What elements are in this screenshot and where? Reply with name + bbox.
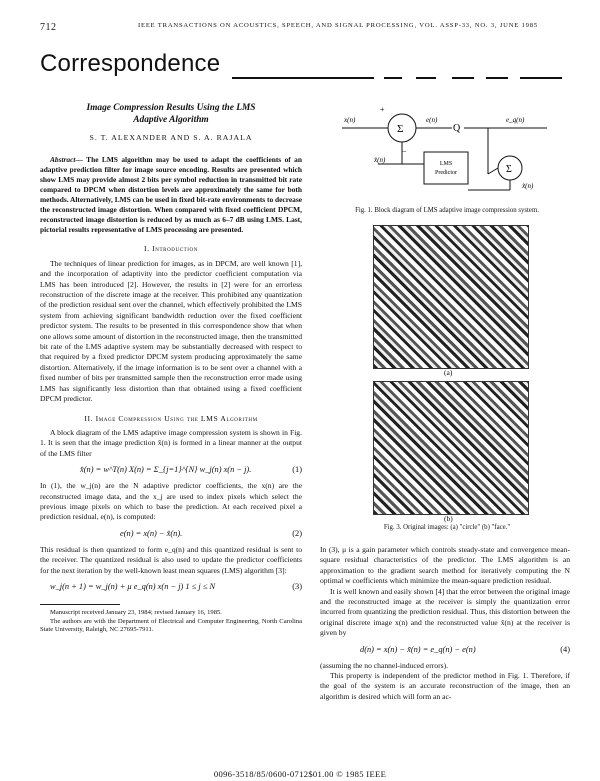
figure-3a-label: (a) (444, 368, 453, 377)
banner-rule-dash (486, 77, 508, 79)
section-1-text: The techniques of linear prediction for images, as in DPCM, are well known [1], and the incorporation of adaptivity into the predictor coefficient computation via LMS has been introduced [2]. However, the results in [2] were for an errorless reconstruction of the discrete image at the receiver. This prohibited any quantization of the prediction residual sent over the channel, which effectively prohibited the LMS system from achieving significant bandwidth reduction over the fixed coefficient predictor system. The results to be presented in this correspondence show that when one allows some amount of distortion in the reconstructed image, then the transmitted bit rate of the LMS adaptive system may be substantially decreased with respect to that required by a fixed predictor DPCM system producing approximately the same distortion. Alternatively, if the image information is to be sent over a channel with a fixed number of bits per transmitted sample then the reconstruction error made using LMS has significantly less distortion than that obtained using a fixed coefficient DPCM predictor. (40, 258, 302, 404)
section-1-heading: I. Introduction (144, 244, 198, 254)
footnote-received: Manuscript received January 23, 1984; revised January 16, 1985. (50, 608, 222, 616)
figure-1-caption: Fig. 1. Block diagram of LMS adaptive image compression system. (355, 207, 539, 214)
journal-header: IEEE TRANSACTIONS ON ACOUSTICS, SPEECH, AND SIGNAL PROCESSING, VOL. ASSP-33, NO. 3, JUNE 1985 (138, 22, 538, 29)
equation-2 (40, 523, 302, 545)
section-2-heading: II. Image Compression Using the LMS Algorithm (84, 413, 258, 423)
banner-rule-dash (416, 77, 436, 79)
banner-rule-dash (452, 77, 474, 79)
error-label: e(n) (426, 116, 438, 124)
figure-3a-circle-image (373, 225, 529, 369)
equation-4-number: (4) (560, 644, 570, 654)
sum-symbol: Σ (397, 123, 404, 135)
equation-2-number: (2) (292, 528, 302, 538)
right-text-2: It is well known and easily shown [4] that the error between the original image and the reconstructed image at the receiver is simply the quantization error incurred from quantizing the prediction residual. Thus, this distortion between the original discrete image x(n) and the reconstructed value x̃(n) at the receiver is given by (320, 586, 570, 638)
copyright-code: 0096-3518/85/0600-0712$01.00 © 1985 IEEE (213, 769, 387, 779)
page-number: 712 (40, 22, 57, 33)
equation-3-number: (3) (292, 581, 302, 591)
equation-4-body: d(n) = x(n) − x̃(n) = e_q(n) − e(n) (360, 644, 476, 654)
equation-1 (40, 459, 302, 481)
plus-sign: + (380, 105, 385, 114)
abstract-text: — The LMS algorithm may be used to adapt the coefficients of an adaptive prediction filter for image source encoding. Results are presented which show LMS may provide almost 2 bits per symbol reduction in transmitted bit rate compared to DPCM when distortion levels are approximately the same for both methods. Alternatively, LMS can be used in fixed bit-rate environments to decrease the reconstructed image distortion. When compared with fixed coefficient DPCM, reconstructed image distortion is reduced by as much as 6–7 dB using LMS. Last, pictorial results representative of LMS processing are presented. (40, 155, 302, 235)
right-text-3: (assuming the no channel-induced errors). (320, 660, 448, 670)
prediction-label: x̂(n) (374, 156, 386, 164)
authors: S. T. ALEXANDER AND S. A. RAJALA (89, 133, 253, 142)
input-label: x(n) (344, 116, 356, 124)
section-banner: Correspondence (40, 50, 221, 77)
output-label: e_q(n) (506, 116, 525, 124)
figure-1-block-diagram (322, 100, 572, 206)
equation-2-body: e(n) = x(n) − x̂(n). (120, 528, 183, 538)
title-line-1: Image Compression Results Using the LMS (86, 103, 256, 113)
equation-1-number: (1) (292, 465, 302, 475)
banner-rule (232, 77, 374, 79)
abstract (40, 155, 302, 235)
title-line-2: Adaptive Algorithm (133, 115, 209, 125)
right-column (320, 545, 570, 702)
right-text-4: This property is independent of the predictor method in Fig. 1. Therefore, if the goal of the system is an accurate reconstruction of the image, then an algorithm is desired which will form an ac- (320, 671, 570, 701)
equation-4 (320, 639, 570, 661)
lms-predictor-box (424, 152, 468, 184)
sum-symbol-2: Σ (506, 164, 512, 175)
junction-input (488, 168, 498, 174)
footnote-affiliation: The authors are with the Department of Electrical and Computer Engineering, North Carolina State University, Raleigh, NC 27695-7911. (40, 617, 302, 634)
footnote-rule (40, 604, 120, 605)
abstract-label: Abstract (50, 155, 76, 165)
figure-3-caption: Fig. 3. Original images: (a) "circle" (b) "face." (383, 524, 511, 531)
equation-3-body: w_j(n + 1) = w_j(n) + μ e_q(n) x(n − j) 1 ≤ j ≤ N (50, 581, 216, 591)
footnote (40, 609, 302, 635)
right-text-1: In (3), μ is a gain parameter which controls steady-state and convergence mean-square residual characteristics of the predictor. The LMS algorithm is an approximation to the gradient search method for iteratively computing the N optimal w coefficients which minimize the mean-square prediction residual. (320, 545, 570, 586)
predictor-label: Predictor (435, 170, 457, 176)
quantizer-label: Q (453, 123, 461, 134)
equation-3 (40, 576, 302, 598)
banner-rule-dash (520, 77, 562, 79)
equation-1-body: x̂(n) = w^T(n) X(n) = Σ_{j=1}^{N} w_j(n) x(n − j). (80, 465, 252, 475)
article-title (40, 102, 302, 126)
figure-3b-face-image (373, 381, 529, 515)
minus-sign: − (402, 147, 407, 156)
left-column (40, 102, 302, 635)
text-after-eq2: This residual is then quantized to form e_q(n) and this quantized residual is sent to the receiver. The quantized residual is also used to update the predictor coefficients for the next iteration by the well-known least mean squares (LMS) algorithm [3]: (40, 544, 302, 575)
figure-3b-label: (b) (444, 514, 453, 523)
section-2-text: A block diagram of the LMS adaptive image compression system is shown in Fig. 1. It is seen that the image prediction x̂(n) is formed in a linear manner at the output of the LMS filter (40, 427, 302, 458)
banner-rule-dash (384, 77, 402, 79)
text-after-eq1: In (1), the w_j(n) are the N adaptive predictor coefficients, the x(n) are the reconstructed image data, and the x_j are used to index pixels which select the previous image pixels on which to base the prediction. At each received pixel a prediction residual, e(n), is computed: (40, 481, 302, 522)
reconstructed-label: x̃(n) (522, 182, 534, 190)
lms-label: LMS (439, 161, 453, 167)
